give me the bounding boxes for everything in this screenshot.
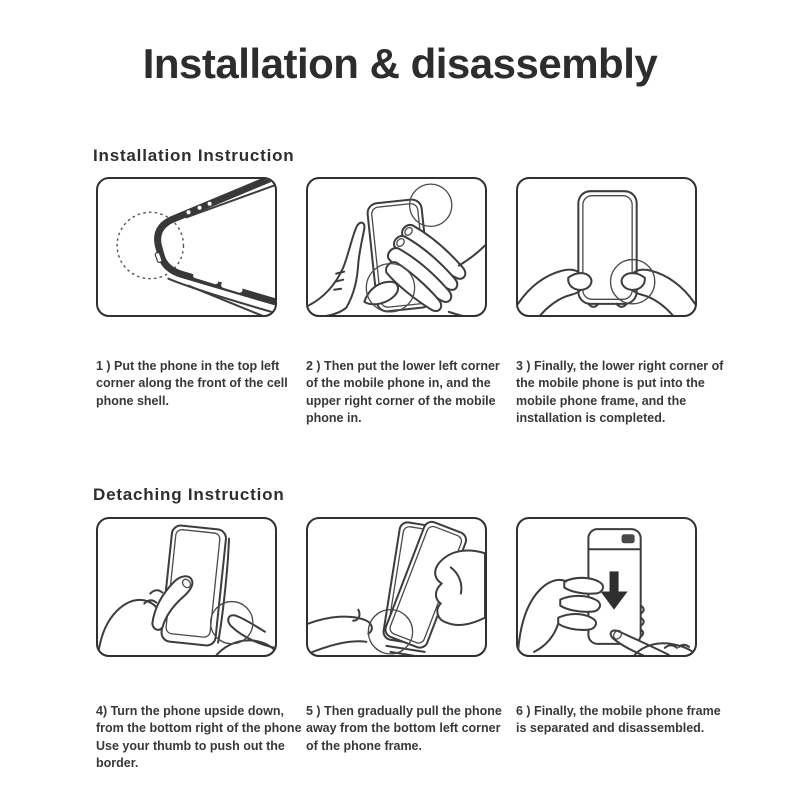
left-thumb — [152, 576, 192, 630]
right-thumb — [622, 273, 645, 290]
step1-panel — [96, 177, 277, 317]
step1-caption: 1 ) Put the phone in the top left corner along the front of the cell phone shell. — [96, 359, 288, 408]
phone-top-left-corner-zoom-illustration — [98, 179, 275, 315]
hands-seating-lower-right-corner-illustration — [518, 179, 695, 315]
left-hand-fingertips — [558, 578, 603, 630]
step5-caption: 5 ) Then gradually pull the phone away from the bottom left corner of the phone frame. — [306, 704, 502, 753]
left-thumb — [568, 273, 591, 290]
step3-panel — [516, 177, 697, 317]
left-hand-outline — [308, 223, 364, 315]
right-hand-fingers — [386, 225, 465, 311]
frame-separated-push-arrow-illustration — [518, 519, 695, 655]
section-heading-installation: Installation Instruction — [93, 146, 295, 165]
right-hand-grip — [435, 551, 485, 625]
section-heading-detaching: Detaching Instruction — [93, 485, 285, 504]
left-thumb — [364, 282, 398, 305]
page-title: Installation & disassembly — [142, 40, 658, 87]
detaching-panels — [96, 517, 697, 657]
installation-captions — [96, 358, 724, 427]
pulling-phone-from-frame-illustration — [308, 519, 485, 655]
phone-glass-edge — [187, 185, 276, 217]
left-arm-outline — [308, 617, 372, 654]
step2-caption: 2 ) Then put the lower left corner of the mobile phone in, and the upper right corner of the mobile phone in. — [306, 359, 500, 425]
step5-panel — [306, 517, 487, 657]
step3-caption: 3 ) Finally, the lower right corner of the mobile phone is put into the mobile phone frame, and the installation is completed. — [516, 359, 724, 425]
down-arrow-icon — [600, 571, 627, 609]
hands-pressing-phone-corners-illustration — [308, 179, 485, 315]
step6-panel — [516, 517, 697, 657]
step6-caption: 6 ) Finally, the mobile phone frame is separated and disassembled. — [516, 704, 721, 736]
installation-panels — [96, 177, 697, 317]
thumb-pushing-out-border-illustration — [98, 519, 275, 655]
detaching-captions — [96, 703, 721, 772]
step2-panel — [306, 177, 487, 317]
j-mark — [353, 610, 359, 621]
step4-caption: 4) Turn the phone upside down, from the bottom right of the phone Use your thumb to push out the border. — [96, 704, 302, 770]
left-hand-outline — [518, 580, 566, 652]
left-hand-outline — [98, 600, 161, 655]
step4-panel — [96, 517, 277, 657]
camera-icon — [622, 534, 635, 543]
